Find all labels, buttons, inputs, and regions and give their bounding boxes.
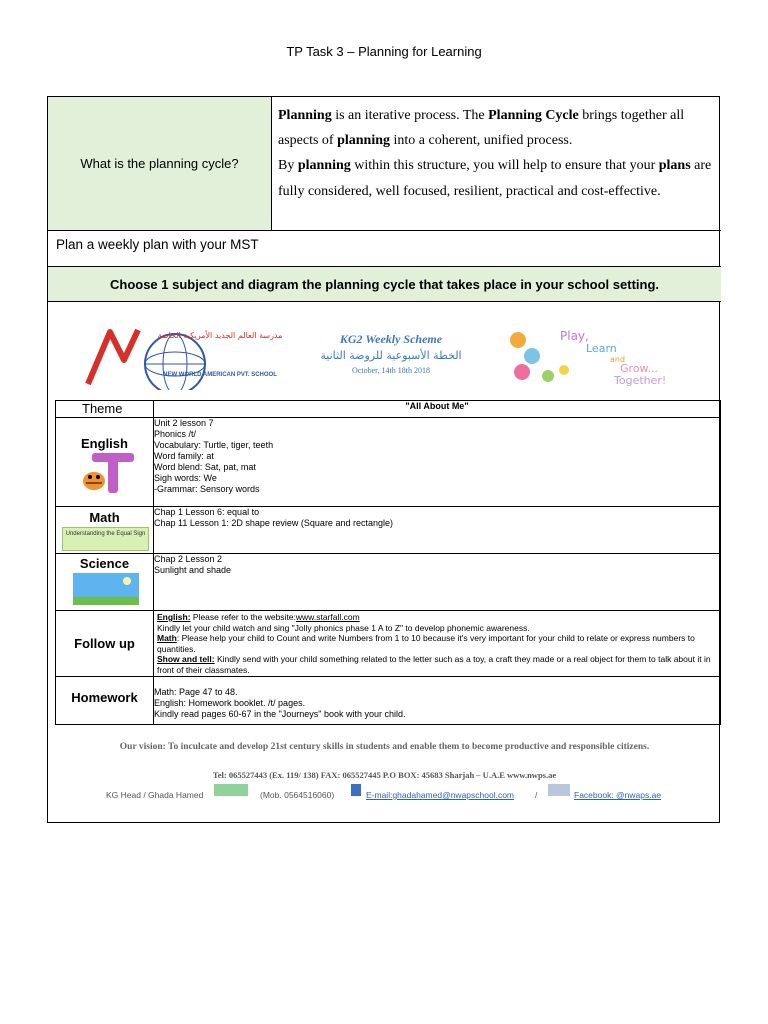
english-line: Unit 2 lesson 7 xyxy=(154,418,214,428)
english-line: Phonics /t/ xyxy=(154,429,197,439)
facebook-link[interactable]: Facebook: @nwaps.ae xyxy=(574,790,662,800)
school-logo xyxy=(80,320,295,390)
theme-value: "All About Me" xyxy=(154,401,721,418)
mobile-number: (Mob. 0564516060) xyxy=(260,790,335,800)
answer-term: planning xyxy=(297,158,351,174)
homework-line: English: Homework booklet. /t/ pages. xyxy=(154,698,306,708)
logo-word: Grow... xyxy=(620,362,659,375)
homework-line: Math: Page 47 to 48. xyxy=(154,687,238,697)
table-row xyxy=(56,611,721,677)
table-row xyxy=(56,401,721,418)
email-icon xyxy=(351,784,361,796)
math-content xyxy=(154,507,721,554)
math-book-title: Understanding the Equal Sign xyxy=(65,531,146,537)
choose-row: Choose 1 subject and diagram the planning cycle that takes place in your school setting. xyxy=(48,267,721,302)
scheme-date: October, 14th 18th 2018 xyxy=(352,366,430,375)
homework-line: Kindly read pages 60-67 in the "Journeys" book with your child. xyxy=(154,709,406,719)
followup-key: English: xyxy=(157,612,191,622)
table-row xyxy=(56,418,721,507)
task-table xyxy=(47,96,720,823)
scheme-title: KG2 Weekly Scheme xyxy=(339,332,443,346)
answer-text: within this structure, you will help to ensure that your xyxy=(350,158,659,174)
answer-term: planning xyxy=(337,133,391,149)
english-line: Word family: at xyxy=(154,451,214,461)
table-row xyxy=(56,677,721,725)
logo-word: Learn xyxy=(586,342,617,355)
footer-line xyxy=(48,788,721,812)
vision-statement: Our vision: To inculcate and develop 21st century skills in students and enable them to become productive and responsible citizens. xyxy=(119,742,650,752)
plan-row: Plan a weekly plan with your MST xyxy=(48,231,721,267)
answer-text: into a coherent, unified process. xyxy=(390,133,573,149)
starfall-link[interactable]: www.starfall.com xyxy=(295,612,360,622)
math-line: Chap 1 Lesson 6: equal to xyxy=(154,507,260,517)
homework-label: Homework xyxy=(56,677,154,725)
english-line: Sigh words: We xyxy=(154,473,217,483)
followup-text: Kindly let your child watch and sing "Jolly phonics phase 1 A to Z" to develop phonemic awareness. xyxy=(157,622,530,633)
english-content xyxy=(154,418,721,507)
logo-word: Play, xyxy=(560,329,589,343)
answer-text: brings together all aspects of xyxy=(278,108,685,149)
weekly-scheme xyxy=(48,302,721,822)
question-cell xyxy=(48,97,272,231)
table-row xyxy=(56,554,721,611)
english-label: English xyxy=(81,436,128,451)
schedule-table xyxy=(55,400,721,725)
answer-text: By xyxy=(278,158,298,174)
math-label: Math xyxy=(89,510,120,525)
followup-key: Show and tell: xyxy=(157,654,215,664)
separator: / xyxy=(535,790,538,800)
followup-content xyxy=(154,611,721,677)
facebook-icon xyxy=(548,784,570,796)
scheme-header xyxy=(286,332,496,375)
page-title: TP Task 3 – Planning for Learning xyxy=(286,44,482,59)
answer-cell xyxy=(272,97,721,231)
answer-term: plans xyxy=(658,158,691,174)
sunlight-scene-icon xyxy=(73,573,139,605)
science-line: Chap 2 Lesson 2 xyxy=(154,554,223,564)
question-text: What is the planning cycle? xyxy=(80,156,239,171)
school-name-en: NEW WORLD AMERICAN PVT. SCHOOL xyxy=(163,372,277,378)
english-line: Word blend: Sat, pat, mat xyxy=(154,462,256,472)
english-line: Vocabulary: Turtle, tiger, teeth xyxy=(154,440,274,450)
answer-text: are fully considered, well focused, resilient, practical and cost-effective. xyxy=(278,158,712,199)
science-line: Sunlight and shade xyxy=(154,565,232,575)
play-learn-logo xyxy=(500,326,705,386)
math-line: Chap 11 Lesson 1: 2D shape review (Square and rectangle) xyxy=(154,518,393,528)
math-book-image xyxy=(62,527,149,551)
tiger-letter-t-icon xyxy=(78,451,138,495)
english-subject-cell xyxy=(56,418,154,507)
answer-term: Planning xyxy=(278,108,332,123)
followup-label: Follow up xyxy=(56,611,154,677)
followup-text: Please refer to the website: xyxy=(190,612,296,622)
science-content xyxy=(154,554,721,611)
science-subject-cell xyxy=(56,554,154,611)
english-line: -Grammar: Sensory words xyxy=(154,484,260,494)
kg-head: KG Head / Ghada Hamed xyxy=(106,790,204,800)
school-name-ar: مدرسة العالم الجديد الأمريكية الخاصة xyxy=(157,331,283,340)
followup-text: Kindly send with your child something related to the letter such as a toy, a craft they made or a real object for them to talk about it in front of their classmates. xyxy=(157,654,711,675)
science-label: Science xyxy=(79,556,130,571)
answer-text: is an iterative process. The xyxy=(331,108,489,123)
followup-key: Math xyxy=(157,633,177,643)
followup-text: : Please help your child to Count and write Numbers from 1 to 10 because it's very important for your child to relate or express numbers to quantities. xyxy=(157,633,695,654)
answer-term: Planning Cycle xyxy=(488,108,579,123)
email-link[interactable]: E-mail:ghadahamed@nwapschool.com xyxy=(366,790,515,800)
contact-line: Tel: 065527443 (Ex. 119/ 138) FAX: 065527445 P.O BOX: 45683 Sharjah – U.A.E www.nwps.ae xyxy=(212,770,557,780)
phone-icon xyxy=(214,784,248,796)
theme-label: Theme xyxy=(56,401,154,418)
math-subject-cell xyxy=(56,507,154,554)
table-row xyxy=(56,507,721,554)
logo-word: Together! xyxy=(614,374,667,386)
homework-content xyxy=(154,677,721,725)
logo-word: and xyxy=(610,355,626,364)
scheme-title-ar: الخطة الأسبوعية للروضة الثانية xyxy=(320,349,462,362)
